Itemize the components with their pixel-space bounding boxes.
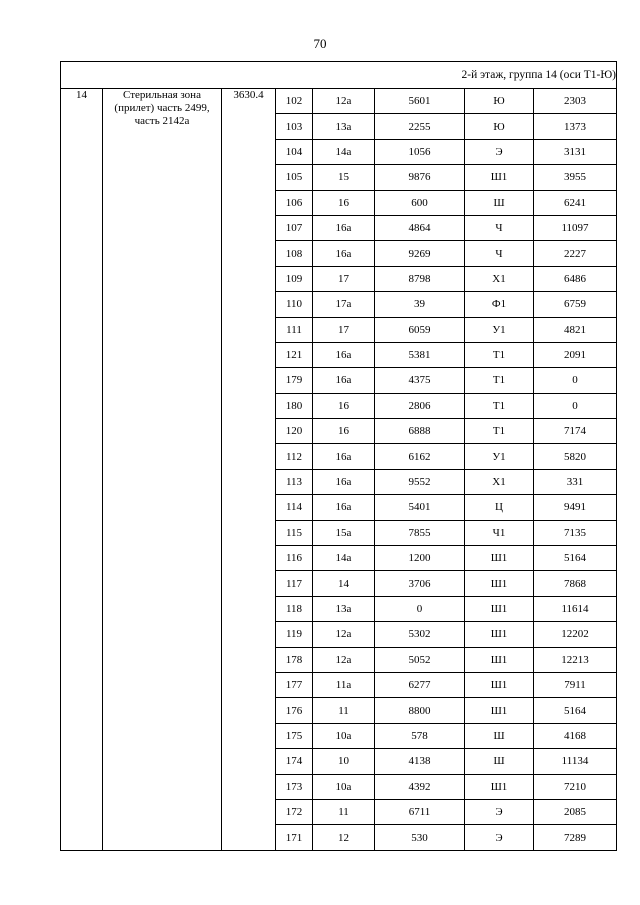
distance-cell: 6888: [375, 419, 465, 444]
sector-cell: 16а: [313, 495, 375, 520]
direction-cell: Ш1: [465, 165, 534, 190]
value-cell: 12202: [534, 622, 617, 647]
point-number-cell: 174: [276, 749, 313, 774]
direction-cell: Э: [465, 799, 534, 824]
value-cell: 2227: [534, 241, 617, 266]
direction-cell: Ф1: [465, 292, 534, 317]
sector-cell: 14а: [313, 139, 375, 164]
sector-cell: 16: [313, 393, 375, 418]
point-number-cell: 173: [276, 774, 313, 799]
distance-cell: 6711: [375, 799, 465, 824]
distance-cell: 6277: [375, 672, 465, 697]
direction-cell: Ш1: [465, 546, 534, 571]
value-cell: 9491: [534, 495, 617, 520]
direction-cell: Ш1: [465, 774, 534, 799]
distance-cell: 1200: [375, 546, 465, 571]
value-cell: 11614: [534, 596, 617, 621]
direction-cell: Э: [465, 139, 534, 164]
value-cell: 5164: [534, 698, 617, 723]
distance-cell: 4138: [375, 749, 465, 774]
point-number-cell: 109: [276, 266, 313, 291]
coordinates-table: [60, 61, 617, 851]
value-cell: 2091: [534, 342, 617, 367]
table-row: [61, 89, 617, 114]
direction-cell: Ш1: [465, 672, 534, 697]
value-cell: 7868: [534, 571, 617, 596]
direction-cell: Ш1: [465, 571, 534, 596]
sector-cell: 11а: [313, 672, 375, 697]
distance-cell: 9552: [375, 469, 465, 494]
sector-cell: 16а: [313, 444, 375, 469]
direction-cell: Ш1: [465, 596, 534, 621]
sector-cell: 13а: [313, 114, 375, 139]
point-number-cell: 117: [276, 571, 313, 596]
point-number-cell: 172: [276, 799, 313, 824]
value-cell: 11097: [534, 215, 617, 240]
direction-cell: Т1: [465, 419, 534, 444]
sector-cell: 15: [313, 165, 375, 190]
distance-cell: 9269: [375, 241, 465, 266]
value-cell: 3955: [534, 165, 617, 190]
floor-group-header: 2-й этаж, группа 14 (оси Т1-Ю): [61, 62, 617, 89]
point-number-cell: 105: [276, 165, 313, 190]
distance-cell: 6059: [375, 317, 465, 342]
point-number-cell: 180: [276, 393, 313, 418]
point-number-cell: 106: [276, 190, 313, 215]
value-cell: 5820: [534, 444, 617, 469]
value-cell: 2085: [534, 799, 617, 824]
point-number-cell: 111: [276, 317, 313, 342]
value-cell: 331: [534, 469, 617, 494]
distance-cell: 8800: [375, 698, 465, 723]
value-cell: 6486: [534, 266, 617, 291]
distance-cell: 4375: [375, 368, 465, 393]
direction-cell: Ш1: [465, 698, 534, 723]
direction-cell: Ш: [465, 190, 534, 215]
direction-cell: Ш: [465, 749, 534, 774]
point-number-cell: 121: [276, 342, 313, 367]
point-number-cell: 175: [276, 723, 313, 748]
distance-cell: 530: [375, 825, 465, 850]
sector-cell: 12а: [313, 647, 375, 672]
sector-cell: 16: [313, 190, 375, 215]
sector-cell: 16а: [313, 469, 375, 494]
value-cell: 7911: [534, 672, 617, 697]
distance-cell: 6162: [375, 444, 465, 469]
direction-cell: Т1: [465, 393, 534, 418]
direction-cell: Ц: [465, 495, 534, 520]
sector-cell: 17: [313, 317, 375, 342]
sector-cell: 11: [313, 799, 375, 824]
direction-cell: Ч: [465, 241, 534, 266]
point-number-cell: 179: [276, 368, 313, 393]
distance-cell: 600: [375, 190, 465, 215]
sector-cell: 16: [313, 419, 375, 444]
value-cell: 6759: [534, 292, 617, 317]
point-number-cell: 176: [276, 698, 313, 723]
direction-cell: Ю: [465, 89, 534, 114]
sector-cell: 16а: [313, 368, 375, 393]
sector-cell: 11: [313, 698, 375, 723]
point-number-cell: 113: [276, 469, 313, 494]
direction-cell: Х1: [465, 469, 534, 494]
value-cell: 12213: [534, 647, 617, 672]
point-number-cell: 110: [276, 292, 313, 317]
distance-cell: 4392: [375, 774, 465, 799]
distance-cell: 0: [375, 596, 465, 621]
distance-cell: 1056: [375, 139, 465, 164]
sector-cell: 14а: [313, 546, 375, 571]
sector-cell: 16а: [313, 241, 375, 266]
point-number-cell: 171: [276, 825, 313, 850]
direction-cell: Ч1: [465, 520, 534, 545]
direction-cell: Т1: [465, 368, 534, 393]
point-number-cell: 118: [276, 596, 313, 621]
sector-cell: 12а: [313, 622, 375, 647]
sector-cell: 14: [313, 571, 375, 596]
distance-cell: 8798: [375, 266, 465, 291]
direction-cell: Ш1: [465, 647, 534, 672]
zone-area: 3630.4: [222, 89, 276, 851]
value-cell: 7289: [534, 825, 617, 850]
point-number-cell: 114: [276, 495, 313, 520]
sector-cell: 12а: [313, 89, 375, 114]
point-number-cell: 104: [276, 139, 313, 164]
value-cell: 4821: [534, 317, 617, 342]
point-number-cell: 102: [276, 89, 313, 114]
distance-cell: 2255: [375, 114, 465, 139]
distance-cell: 578: [375, 723, 465, 748]
distance-cell: 39: [375, 292, 465, 317]
distance-cell: 4864: [375, 215, 465, 240]
point-number-cell: 103: [276, 114, 313, 139]
group-number: 14: [61, 89, 103, 851]
distance-cell: 5401: [375, 495, 465, 520]
distance-cell: 7855: [375, 520, 465, 545]
value-cell: 0: [534, 368, 617, 393]
point-number-cell: 177: [276, 672, 313, 697]
point-number-cell: 112: [276, 444, 313, 469]
distance-cell: 2806: [375, 393, 465, 418]
value-cell: 0: [534, 393, 617, 418]
distance-cell: 9876: [375, 165, 465, 190]
value-cell: 6241: [534, 190, 617, 215]
direction-cell: Э: [465, 825, 534, 850]
sector-cell: 15а: [313, 520, 375, 545]
direction-cell: Ш1: [465, 622, 534, 647]
value-cell: 2303: [534, 89, 617, 114]
sector-cell: 12: [313, 825, 375, 850]
direction-cell: У1: [465, 317, 534, 342]
point-number-cell: 120: [276, 419, 313, 444]
sector-cell: 10: [313, 749, 375, 774]
page-number: 70: [313, 36, 327, 51]
sector-cell: 10а: [313, 774, 375, 799]
direction-cell: Т1: [465, 342, 534, 367]
distance-cell: 3706: [375, 571, 465, 596]
value-cell: 7135: [534, 520, 617, 545]
sector-cell: 13а: [313, 596, 375, 621]
value-cell: 7174: [534, 419, 617, 444]
value-cell: 11134: [534, 749, 617, 774]
value-cell: 5164: [534, 546, 617, 571]
distance-cell: 5052: [375, 647, 465, 672]
sector-cell: 16а: [313, 215, 375, 240]
sector-cell: 17: [313, 266, 375, 291]
point-number-cell: 107: [276, 215, 313, 240]
value-cell: 7210: [534, 774, 617, 799]
direction-cell: Ч: [465, 215, 534, 240]
value-cell: 4168: [534, 723, 617, 748]
point-number-cell: 119: [276, 622, 313, 647]
distance-cell: 5601: [375, 89, 465, 114]
sector-cell: 17а: [313, 292, 375, 317]
direction-cell: У1: [465, 444, 534, 469]
point-number-cell: 108: [276, 241, 313, 266]
distance-cell: 5381: [375, 342, 465, 367]
point-number-cell: 115: [276, 520, 313, 545]
direction-cell: Ю: [465, 114, 534, 139]
point-number-cell: 116: [276, 546, 313, 571]
direction-cell: Ш: [465, 723, 534, 748]
value-cell: 3131: [534, 139, 617, 164]
direction-cell: Х1: [465, 266, 534, 291]
sector-cell: 16а: [313, 342, 375, 367]
distance-cell: 5302: [375, 622, 465, 647]
value-cell: 1373: [534, 114, 617, 139]
table-header-row: [61, 62, 617, 89]
sector-cell: 10а: [313, 723, 375, 748]
zone-name: Стерильная зона (прилет) часть 2499, часть 2142а: [103, 89, 222, 851]
point-number-cell: 178: [276, 647, 313, 672]
